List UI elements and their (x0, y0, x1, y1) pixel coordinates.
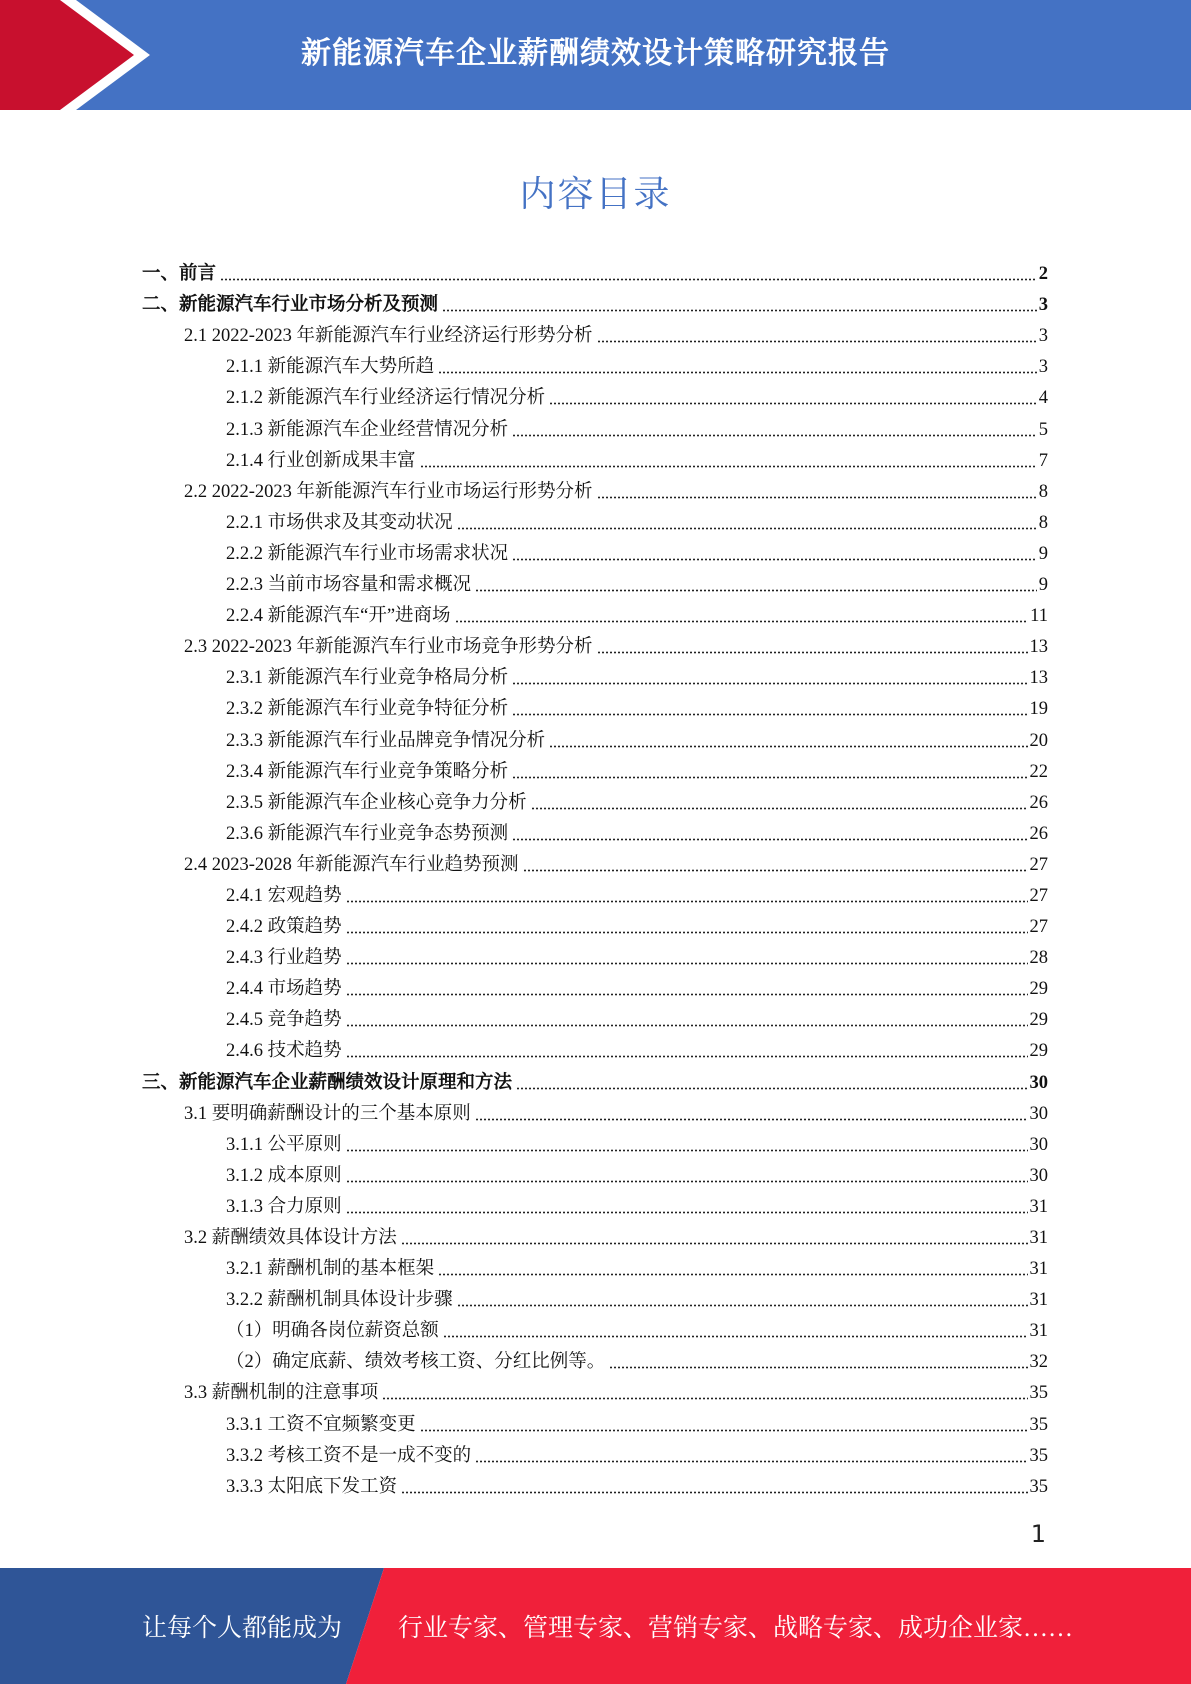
dot-leader (609, 1366, 1027, 1369)
toc-entry-title: 3.3.3 太阳底下发工资 (226, 1476, 398, 1497)
toc-entry-page: 31 (1029, 1196, 1048, 1217)
toc-entry-page: 35 (1029, 1414, 1048, 1435)
toc-entry-title: 2.1.2 新能源汽车行业经济运行情况分析 (226, 388, 546, 409)
toc-entry-title: 二、新能源汽车行业市场分析及预测 (142, 295, 439, 316)
toc-entry-page: 3 (1038, 326, 1048, 347)
toc-entry[interactable] (142, 627, 1048, 658)
toc-entry-page: 27 (1029, 917, 1048, 938)
toc-entry[interactable] (142, 814, 1048, 845)
toc-entry-page: 2 (1038, 264, 1048, 285)
dot-leader (523, 869, 1028, 872)
toc-entry-title: 2.2.1 市场供求及其变动状况 (226, 512, 453, 533)
toc-entry-title: 2.3 2022-2023 年新能源汽车行业市场竞争形势分析 (184, 637, 593, 658)
toc-entry-title: 3.1.2 成本原则 (226, 1165, 342, 1186)
toc-entry-page: 26 (1029, 792, 1048, 813)
report-title: 新能源汽车企业薪酬绩效设计策略研究报告 (301, 36, 890, 71)
toc-entry-title: 2.2.3 当前市场容量和需求概况 (226, 575, 472, 596)
toc-entry-page: 3 (1038, 295, 1048, 316)
toc-entry-page: 9 (1038, 543, 1048, 564)
toc-entry[interactable] (142, 1404, 1048, 1435)
dot-leader (512, 776, 1027, 779)
dot-leader (346, 1211, 1028, 1214)
toc-entry[interactable] (142, 720, 1048, 751)
dot-leader (346, 962, 1028, 965)
toc-entry[interactable] (142, 503, 1048, 534)
toc-entry[interactable] (142, 1373, 1048, 1404)
toc-entry-page: 30 (1029, 1134, 1048, 1155)
toc-entry[interactable] (142, 1187, 1048, 1218)
toc-entry-page: 9 (1038, 575, 1048, 596)
toc-entry[interactable] (142, 969, 1048, 1000)
toc-entry-page: 35 (1029, 1383, 1048, 1404)
toc-entry[interactable] (142, 658, 1048, 689)
dot-leader (597, 496, 1037, 499)
footer-slogan-right: 行业专家、管理专家、营销专家、战略专家、成功企业家…… (398, 1615, 1074, 1642)
toc-entry-page: 8 (1038, 481, 1048, 502)
dot-leader (457, 1304, 1028, 1307)
toc-entry-page: 13 (1029, 668, 1048, 689)
toc-entry-title: 2.2.2 新能源汽车行业市场需求状况 (226, 543, 509, 564)
toc-entry-title: 2.3.1 新能源汽车行业竞争格局分析 (226, 668, 509, 689)
toc-entry-title: 2.4.4 市场趋势 (226, 979, 342, 1000)
dot-leader (220, 278, 1037, 281)
footer-slogan-left: 让每个人都能成为 (142, 1615, 343, 1642)
toc-entry-title: 2.2.4 新能源汽车“开”进商场 (226, 606, 451, 627)
toc-entry-title: 3.3.2 考核工资不是一成不变的 (226, 1445, 472, 1466)
dot-leader (346, 993, 1028, 996)
toc-entry-page: 31 (1029, 1321, 1048, 1342)
toc-entry[interactable] (142, 534, 1048, 565)
toc-entry-title: 2.4.1 宏观趋势 (226, 885, 342, 906)
toc-entry-title: 2.1 2022-2023 年新能源汽车行业经济运行形势分析 (184, 326, 593, 347)
dot-leader (420, 1429, 1028, 1432)
dot-leader (346, 1149, 1028, 1152)
dot-leader (438, 1273, 1027, 1276)
toc-entry-page: 22 (1029, 761, 1048, 782)
toc-entry[interactable] (142, 689, 1048, 720)
toc-entry[interactable] (142, 565, 1048, 596)
toc-entry-title: 2.3.2 新能源汽车行业竞争特征分析 (226, 699, 509, 720)
toc-entry[interactable] (142, 1218, 1048, 1249)
toc-entry[interactable] (142, 1249, 1048, 1280)
toc-entry[interactable] (142, 285, 1048, 316)
toc-entry-title: 3.1.1 公平原则 (226, 1134, 342, 1155)
toc-entry-page: 27 (1029, 854, 1048, 875)
toc-entry-page: 26 (1029, 823, 1048, 844)
toc-heading: 内容目录 (519, 174, 672, 215)
toc-entry[interactable] (142, 1436, 1048, 1467)
header-band (0, 0, 1191, 110)
toc-entry-page: 32 (1029, 1352, 1048, 1373)
toc-entry-title: 2.4.3 行业趋势 (226, 948, 342, 969)
toc-entry-page: 28 (1029, 948, 1048, 969)
dot-leader (516, 1087, 1027, 1090)
dot-leader (455, 620, 1029, 623)
dot-leader (346, 931, 1028, 934)
toc-entry-title: 2.4 2023-2028 年新能源汽车行业趋势预测 (184, 854, 519, 875)
toc-entry-page: 11 (1030, 606, 1048, 627)
toc-entry-page: 29 (1029, 1010, 1048, 1031)
toc-entry-title: 2.2 2022-2023 年新能源汽车行业市场运行形势分析 (184, 481, 593, 502)
toc-entry[interactable] (142, 596, 1048, 627)
toc-entry-title: 3.2.1 薪酬机制的基本框架 (226, 1259, 435, 1280)
dot-leader (549, 402, 1037, 405)
dot-leader (438, 371, 1037, 374)
toc-entry[interactable] (142, 1311, 1048, 1342)
toc-entry[interactable] (142, 752, 1048, 783)
dot-leader (457, 527, 1037, 530)
dot-leader (475, 1460, 1027, 1463)
toc-entry[interactable] (142, 347, 1048, 378)
dot-leader (382, 1397, 1027, 1400)
toc-entry-page: 30 (1029, 1165, 1048, 1186)
dot-leader (512, 713, 1027, 716)
toc-entry-title: 2.4.5 竞争趋势 (226, 1010, 342, 1031)
dot-leader (346, 1055, 1028, 1058)
toc-entry-page: 31 (1029, 1228, 1048, 1248)
toc-entry[interactable] (142, 378, 1048, 409)
toc-entry[interactable] (142, 938, 1048, 969)
toc-entry-page: 31 (1029, 1290, 1048, 1311)
toc-entry-title: 三、新能源汽车企业薪酬绩效设计原理和方法 (142, 1072, 513, 1093)
toc-entry[interactable] (142, 1094, 1048, 1125)
toc-entry[interactable] (142, 1031, 1048, 1062)
toc-entry-title: 3.1 要明确薪酬设计的三个基本原则 (184, 1103, 471, 1124)
toc-entry[interactable] (142, 1156, 1048, 1187)
toc-entry-page: 35 (1029, 1476, 1048, 1497)
toc-entry[interactable] (142, 845, 1048, 876)
toc-entry[interactable] (142, 1062, 1048, 1093)
table-of-contents (142, 254, 1048, 1498)
dot-leader (475, 589, 1037, 592)
dot-leader (512, 682, 1027, 685)
toc-entry[interactable] (142, 441, 1048, 472)
toc-entry[interactable] (142, 783, 1048, 814)
toc-entry[interactable] (142, 1342, 1048, 1373)
toc-entry-page: 13 (1029, 637, 1048, 658)
toc-entry[interactable] (142, 409, 1048, 440)
toc-entry-page: 3 (1038, 357, 1048, 378)
toc-entry[interactable] (142, 472, 1048, 503)
toc-entry-page: 31 (1029, 1259, 1048, 1280)
toc-entry-page: 27 (1029, 885, 1048, 906)
toc-entry-title: 2.1.4 行业创新成果丰富 (226, 450, 416, 471)
dot-leader (512, 434, 1037, 437)
toc-entry-page: 29 (1029, 1041, 1048, 1062)
dot-leader (346, 1024, 1028, 1027)
toc-entry-title: 2.3.4 新能源汽车行业竞争策略分析 (226, 761, 509, 782)
dot-leader (475, 1118, 1028, 1121)
dot-leader (346, 900, 1028, 903)
toc-entry-title: （2）确定底薪、绩效考核工资、分红比例等。 (226, 1352, 606, 1373)
dot-leader (597, 651, 1028, 654)
dot-leader (512, 838, 1027, 841)
toc-entry-page: 4 (1038, 388, 1048, 409)
toc-entry[interactable] (142, 1280, 1048, 1311)
toc-entry-title: （1）明确各岗位薪资总额 (226, 1321, 439, 1342)
toc-entry-title: 一、前言 (142, 264, 217, 285)
page-number: 1 (1030, 1520, 1046, 1548)
toc-entry-title: 2.4.6 技术趋势 (226, 1041, 342, 1062)
toc-entry-title: 2.4.2 政策趋势 (226, 917, 342, 938)
toc-entry-page: 5 (1038, 419, 1048, 440)
toc-entry-title: 2.1.1 新能源汽车大势所趋 (226, 357, 435, 378)
dot-leader (531, 807, 1028, 810)
toc-entry-title: 3.1.3 合力原则 (226, 1196, 342, 1217)
dot-leader (346, 1180, 1028, 1183)
toc-entry[interactable] (142, 1125, 1048, 1156)
toc-entry-page: 35 (1029, 1445, 1048, 1466)
footer-band (0, 1568, 1191, 1684)
toc-entry-title: 2.3.6 新能源汽车行业竞争态势预测 (226, 823, 509, 844)
toc-entry-title: 2.3.5 新能源汽车企业核心竞争力分析 (226, 792, 527, 813)
toc-entry[interactable] (142, 876, 1048, 907)
dot-leader (512, 558, 1037, 561)
toc-entry-page: 8 (1038, 512, 1048, 533)
toc-entry-title: 3.2 薪酬绩效具体设计方法 (184, 1228, 397, 1248)
dot-leader (420, 465, 1037, 468)
dot-leader (597, 340, 1037, 343)
toc-entry-page: 29 (1029, 979, 1048, 1000)
toc-entry[interactable] (142, 1467, 1048, 1498)
toc-entry[interactable] (142, 316, 1048, 347)
toc-entry-page: 20 (1029, 730, 1048, 751)
toc-entry-page: 30 (1029, 1072, 1048, 1093)
toc-entry-page: 19 (1029, 699, 1048, 720)
toc-entry-title: 3.3 薪酬机制的注意事项 (184, 1383, 379, 1404)
dot-leader (401, 1491, 1027, 1494)
toc-entry[interactable] (142, 907, 1048, 938)
toc-entry-title: 3.2.2 薪酬机制具体设计步骤 (226, 1290, 453, 1311)
dot-leader (401, 1242, 1028, 1245)
toc-entry-title: 2.3.3 新能源汽车行业品牌竞争情况分析 (226, 730, 546, 751)
toc-entry-title: 3.3.1 工资不宜频繁变更 (226, 1414, 416, 1435)
dot-leader (549, 745, 1027, 748)
dot-leader (442, 309, 1037, 312)
toc-entry[interactable] (142, 1000, 1048, 1031)
toc-entry[interactable] (142, 254, 1048, 285)
dot-leader (443, 1335, 1028, 1338)
toc-entry-page: 30 (1029, 1103, 1048, 1124)
toc-entry-page: 7 (1038, 450, 1048, 471)
toc-entry-title: 2.1.3 新能源汽车企业经营情况分析 (226, 419, 509, 440)
